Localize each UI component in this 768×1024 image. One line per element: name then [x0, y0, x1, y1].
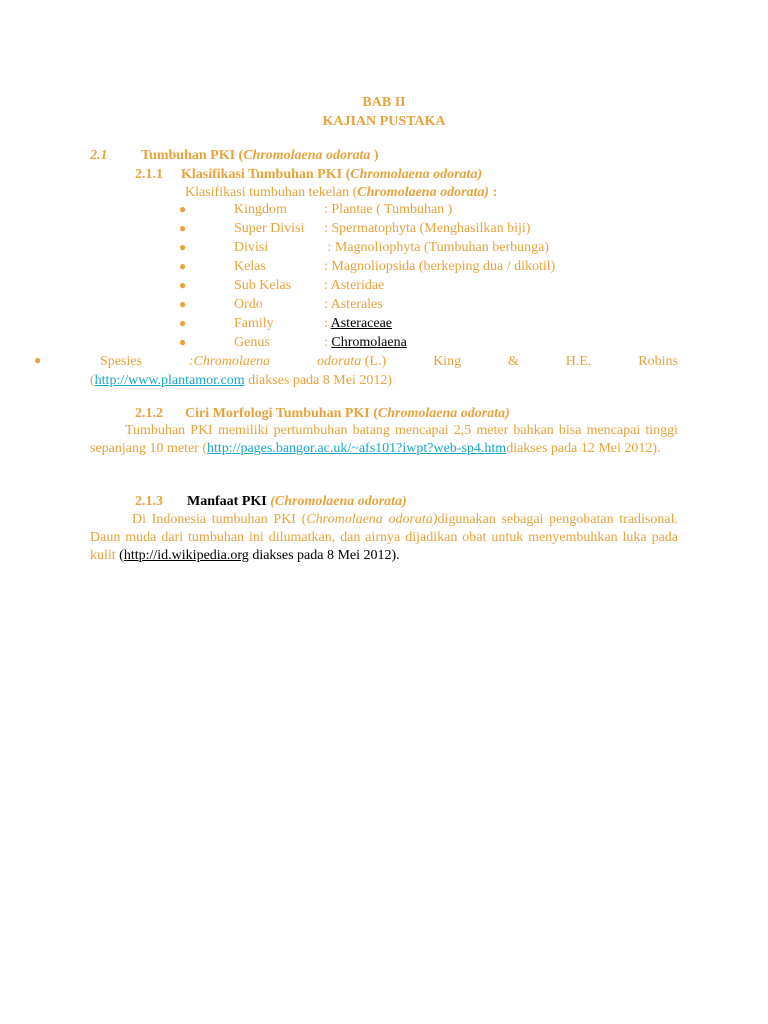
item-label: Kingdom [234, 202, 287, 217]
spesies-ampersand: & [507, 354, 519, 369]
bullet-icon: ● [179, 297, 187, 311]
spesies-author-king: King [433, 354, 462, 369]
bullet-icon: ● [179, 259, 187, 273]
item-value: : Chromolaena [324, 335, 407, 350]
item-label: Super Divisi [234, 221, 305, 236]
plantamor-link[interactable]: http://www.plantamor.com [94, 373, 245, 388]
spesies-author-robins: Robins [638, 354, 678, 369]
item-label: Sub Kelas [234, 278, 292, 293]
bangor-link[interactable]: http://pages.bangor.ac.uk/~afs101?iwpt?web-sp4.htm [207, 441, 507, 456]
section-2-1-3-number: 2.1.3 [135, 494, 163, 509]
section-2-1-title: Tumbuhan PKI (Chromolaena odorata ) [141, 148, 379, 163]
section-2-1-3-title: Manfaat PKI (Chromolaena odorata) [187, 494, 407, 509]
section-2-1-2-title: Ciri Morfologi Tumbuhan PKI (Chromolaena odorata) [185, 406, 510, 421]
item-value: : Asteridae [324, 278, 385, 293]
item-value: : Asteraceae [324, 316, 393, 331]
section-2-1-1-number: 2.1.1 [135, 167, 163, 182]
spesies-label: Spesies [100, 354, 142, 369]
section-2-1-number: 2.1 [90, 148, 108, 163]
item-label: Divisi [234, 240, 269, 255]
chapter-number: BAB II [362, 95, 406, 110]
item-label: Family [234, 316, 274, 331]
spesies-genus: :Chromolaena [188, 354, 271, 369]
chapter-title: KAJIAN PUSTAKA [322, 114, 446, 129]
item-label: Kelas [234, 259, 266, 274]
item-label: Genus [234, 335, 270, 350]
section-2-1-3-paragraph: Di Indonesia tumbuhan PKI (Chromolaena odorata)digunakan sebagai pengobatan tradisonal. Daun muda dari tumbuhan ini dilumatkan, dan airnya dijadikan obat untuk menyembuhkan luka pada kulit (http://id.wikipedia.org diakses pada 8 Mei 2012). [90, 512, 678, 563]
bullet-icon: ● [179, 202, 187, 216]
item-value: : Magnoliopsida (berkeping dua / dikotil) [324, 259, 556, 274]
section-2-1-2-number: 2.1.2 [135, 406, 163, 421]
classification-intro: Klasifikasi tumbuhan tekelan (Chromolaena odorata) : [185, 185, 498, 200]
wikipedia-link[interactable]: http://id.wikipedia.org [123, 548, 249, 563]
item-value: : Spermatophyta (Menghasilkan biji) [324, 221, 531, 236]
bullet-icon: ● [179, 221, 187, 235]
bullet-icon: ● [179, 278, 187, 292]
bullet-icon: ● [179, 335, 187, 349]
item-value: : Asterales [324, 297, 383, 312]
section-2-1-2-paragraph: Tumbuhan PKI memiliki pertumbuhan batang mencapai 2,5 meter bahkan bisa mencapai tinggi sepanjang 10 meter (http://pages.bangor.ac.uk/~afs101?iwpt?web-sp4.htmdiakses pada 12 Mei 2012). [90, 423, 678, 456]
spesies-epithet: odorata (L.) [316, 354, 387, 369]
bullet-icon: ● [179, 316, 187, 330]
spesies-line [100, 353, 678, 370]
spesies-source: (http://www.plantamor.com diakses pada 8 Mei 2012) [90, 373, 392, 388]
spesies-author-he: H.E. [565, 354, 592, 369]
bullet-icon: ● [34, 353, 42, 367]
section-2-1-1-title: Klasifikasi Tumbuhan PKI (Chromolaena odorata) [181, 167, 483, 182]
item-value: : Plantae ( Tumbuhan ) [324, 202, 453, 217]
family-link[interactable]: Asteraceae [330, 316, 393, 331]
genus-link[interactable]: Chromolaena [331, 335, 407, 350]
bullet-icon: ● [179, 240, 187, 254]
item-value: : Magnoliophyta (Tumbuhan berbunga) [324, 240, 550, 255]
item-label: Ordo [234, 297, 263, 312]
